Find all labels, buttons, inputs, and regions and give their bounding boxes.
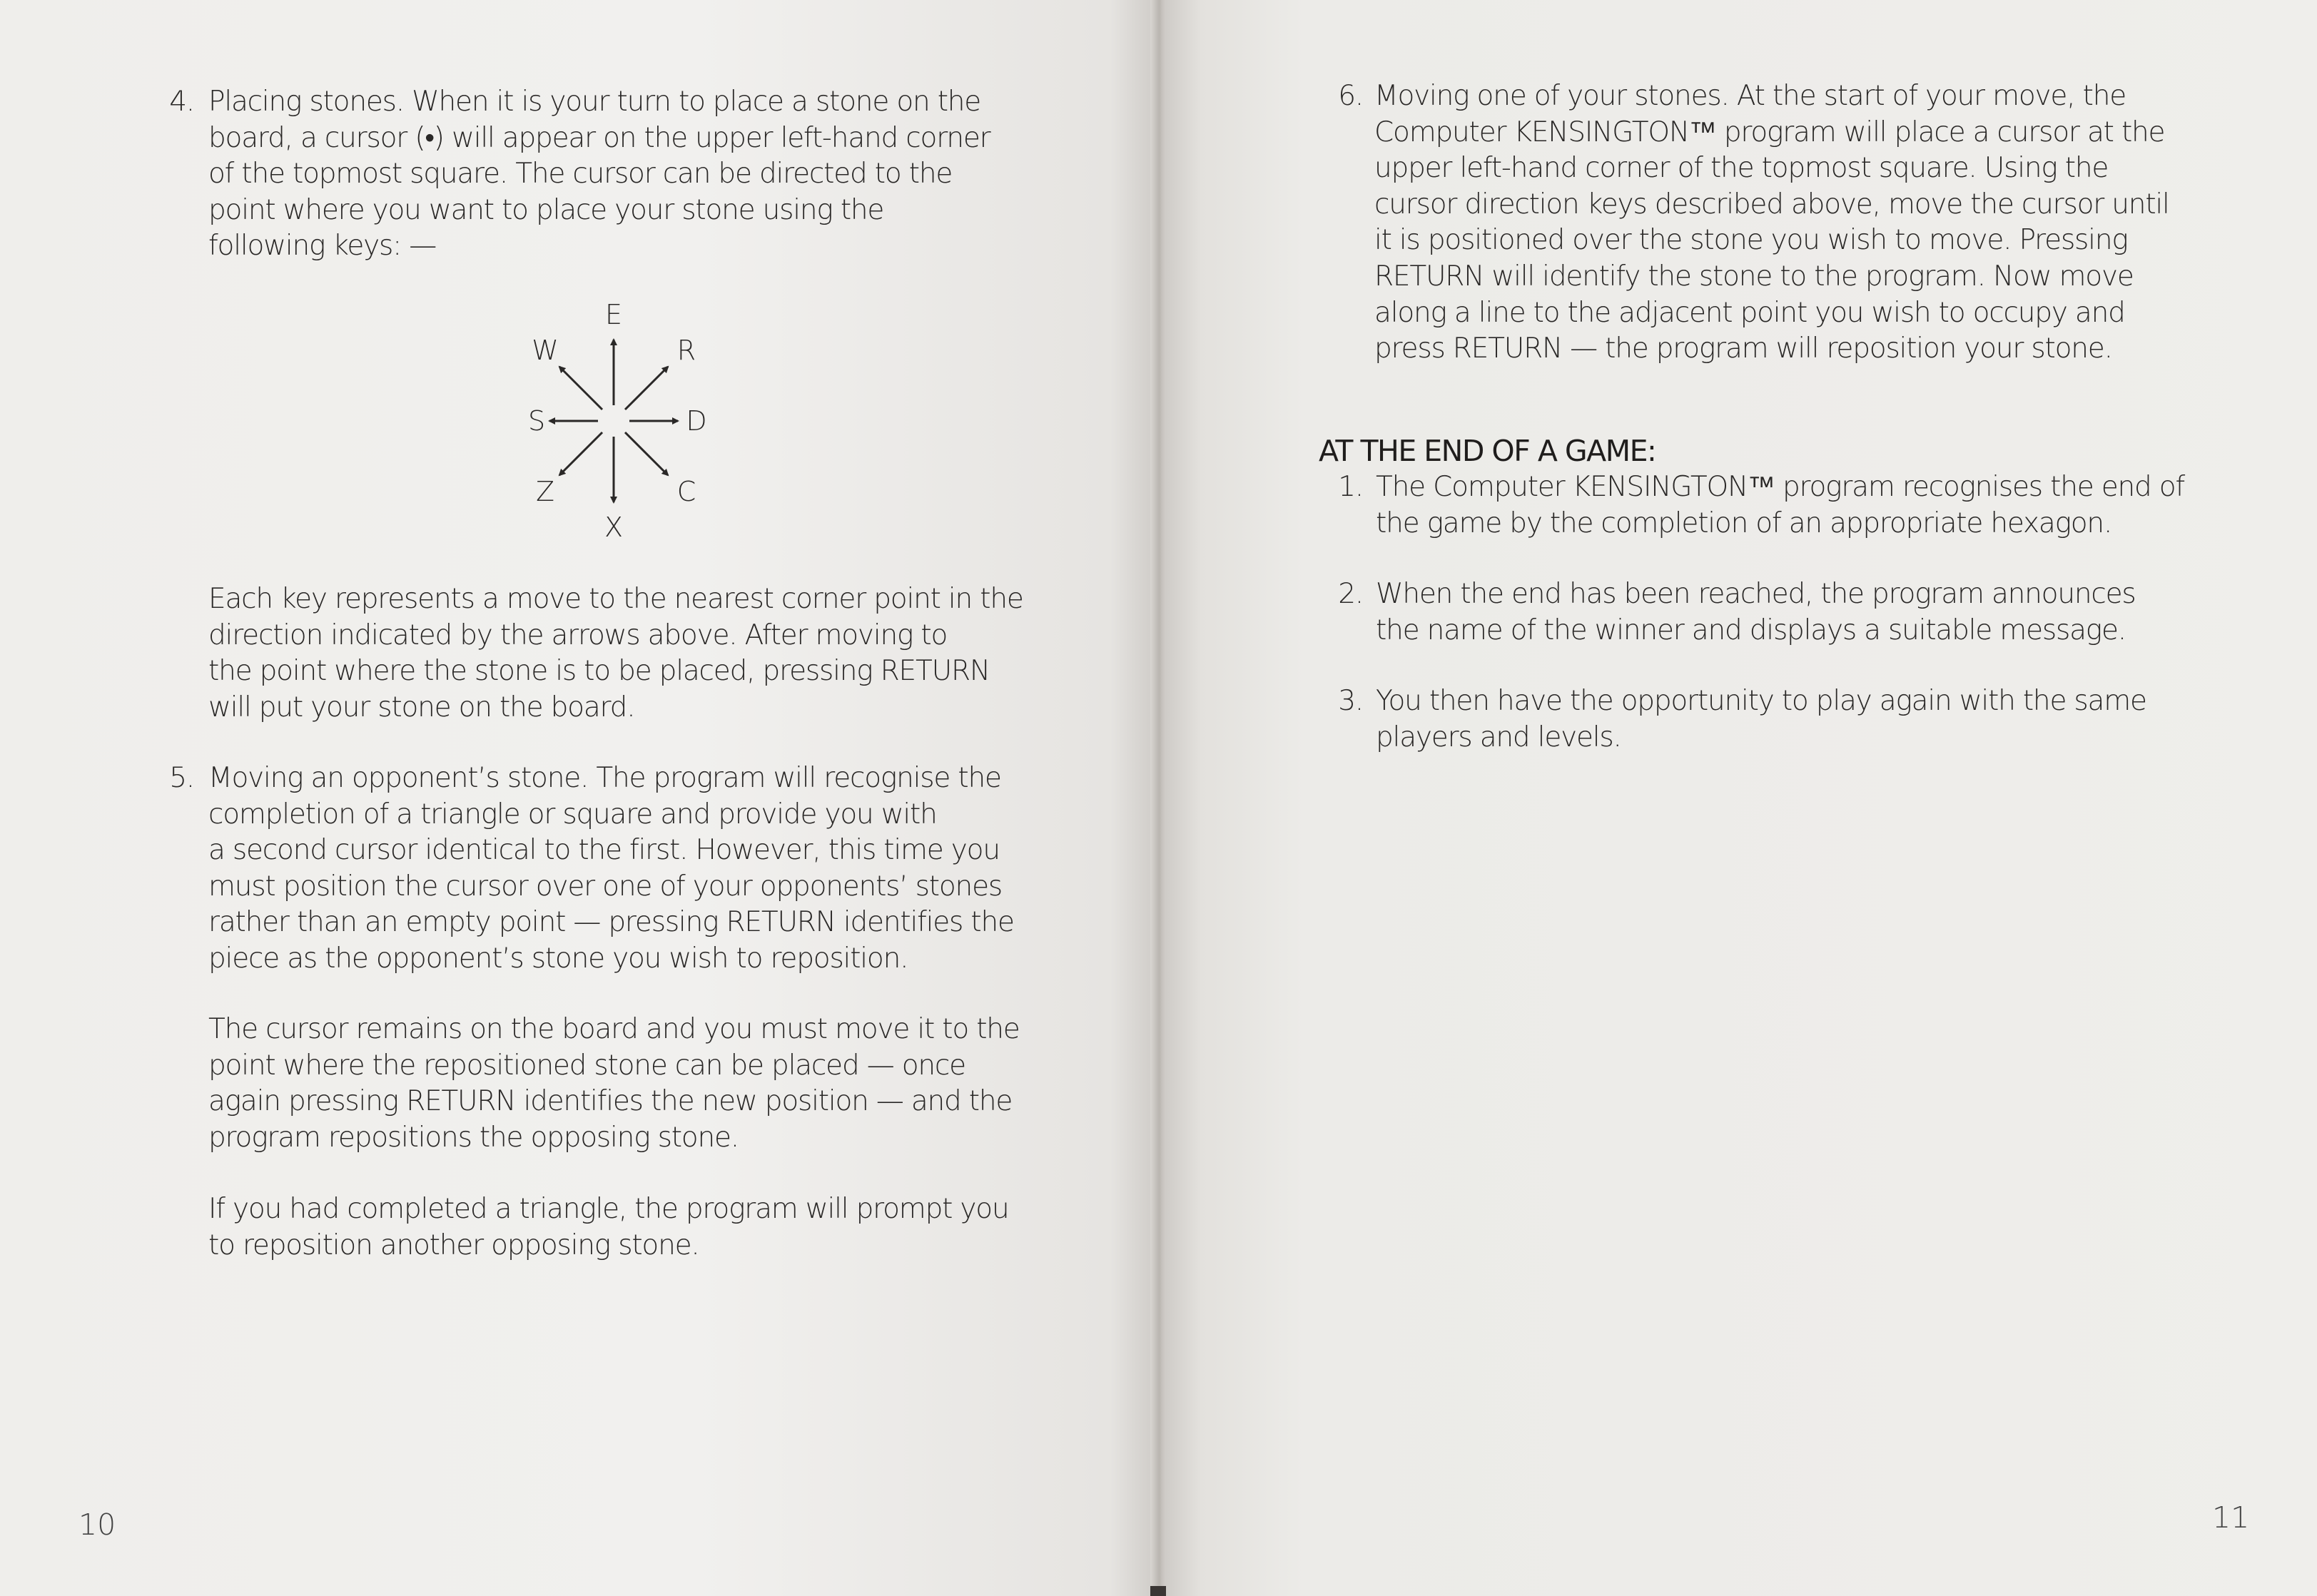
key-r: R <box>676 335 696 366</box>
text-line: RETURN will identify the stone to the program. Now move <box>1374 260 2134 293</box>
arrow-up-right-icon <box>625 367 668 410</box>
key-z: Z <box>535 476 555 507</box>
text-line: You then have the opportunity to play again with the same <box>1376 685 2146 717</box>
key-x: X <box>604 512 624 543</box>
text-line: it is positioned over the stone you wish to move. Pressing <box>1374 224 2128 257</box>
text-line: Moving one of your stones. At the start of your move, the <box>1374 80 2126 112</box>
text-line: board, a cursor (•) will appear on the upper left-hand corner <box>208 121 990 154</box>
item-number: 2. <box>1338 578 1363 610</box>
page-number: 10 <box>78 1508 116 1542</box>
text-line: program repositions the opposing stone. <box>208 1121 739 1154</box>
item-6-paragraph <box>1374 78 2169 367</box>
item-number: 3. <box>1338 685 1363 717</box>
direction-keys-diagram <box>500 285 728 556</box>
item-number: 5. <box>169 762 194 794</box>
text-line: a second cursor identical to the first. However, this time you <box>208 834 1000 867</box>
arrow-down-right-icon <box>625 432 668 475</box>
text-line: following keys: — <box>208 230 437 263</box>
text-line: upper left-hand corner of the topmost square. Using the <box>1374 152 2109 185</box>
text-line: completion of a triangle or square and provide you with <box>208 798 937 830</box>
text-line: press RETURN — the program will reposition your stone. <box>1374 332 2112 365</box>
arrows <box>549 340 678 502</box>
text-line: players and levels. <box>1376 721 1621 753</box>
left-page <box>0 0 1156 1596</box>
text-line: will put your stone on the board. <box>208 691 635 723</box>
arrow-up-left-icon <box>559 367 602 410</box>
end-item-1-paragraph <box>1376 469 2184 542</box>
item-4-paragraph <box>208 84 990 265</box>
item-4-explanation <box>208 581 1023 726</box>
text-line: rather than an empty point — pressing RETURN identifies the <box>208 906 1014 939</box>
text-line: Each key represents a move to the nearest corner point in the <box>208 583 1023 615</box>
text-line: If you had completed a triangle, the program will prompt you <box>208 1193 1009 1225</box>
item-number: 6. <box>1338 80 1363 112</box>
text-line: When the end has been reached, the program announces <box>1376 578 2136 610</box>
text-line: The cursor remains on the board and you must move it to the <box>208 1013 1020 1045</box>
arrow-down-left-icon <box>559 432 602 475</box>
end-item-2-paragraph <box>1376 576 2136 649</box>
key-w: W <box>532 335 559 366</box>
text-line: point where the repositioned stone can be placed — once <box>208 1049 965 1082</box>
text-line: the name of the winner and displays a suitable message. <box>1376 614 2126 646</box>
text-line: point where you want to place your stone using the <box>208 193 884 226</box>
key-e: E <box>604 299 623 330</box>
text-line: the point where the stone is to be placed, pressing RETURN <box>208 655 990 688</box>
key-d: D <box>686 405 707 437</box>
text-line: of the topmost square. The cursor can be directed to the <box>208 158 953 190</box>
text-line: The Computer KENSINGTON™ program recognises the end of <box>1376 471 2184 503</box>
item-number: 1. <box>1338 471 1363 503</box>
right-page <box>1166 0 2317 1596</box>
text-line: to reposition another opposing stone. <box>208 1229 699 1261</box>
text-line: again pressing RETURN identifies the new position — and the <box>208 1085 1013 1118</box>
text-line: cursor direction keys described above, move the cursor until <box>1374 188 2169 220</box>
key-s: S <box>527 405 546 437</box>
page-number: 11 <box>2212 1500 2250 1535</box>
text-line: Moving an opponent’s stone. The program will recognise the <box>208 762 1001 794</box>
text-line: along a line to the adjacent point you wish to occupy and <box>1374 296 2125 329</box>
key-c: C <box>676 476 696 507</box>
section-heading: AT THE END OF A GAME: <box>1319 434 1656 468</box>
item-5-paragraph-3 <box>208 1191 1008 1264</box>
text-line: direction indicated by the arrows above. After moving to <box>208 619 948 651</box>
text-line: piece as the opponent’s stone you wish to reposition. <box>208 942 908 975</box>
item-number: 4. <box>169 86 194 118</box>
item-5-paragraph <box>208 761 1014 977</box>
item-5-paragraph-2 <box>208 1012 1020 1156</box>
text-line: Computer KENSINGTON™ program will place a cursor at the <box>1374 116 2165 148</box>
text-line: the game by the completion of an appropriate hexagon. <box>1376 507 2112 539</box>
text-line: must position the cursor over one of your opponents’ stones <box>208 870 1002 903</box>
text-line: Placing stones. When it is your turn to place a stone on the <box>208 86 981 118</box>
end-item-3-paragraph <box>1376 683 2146 756</box>
